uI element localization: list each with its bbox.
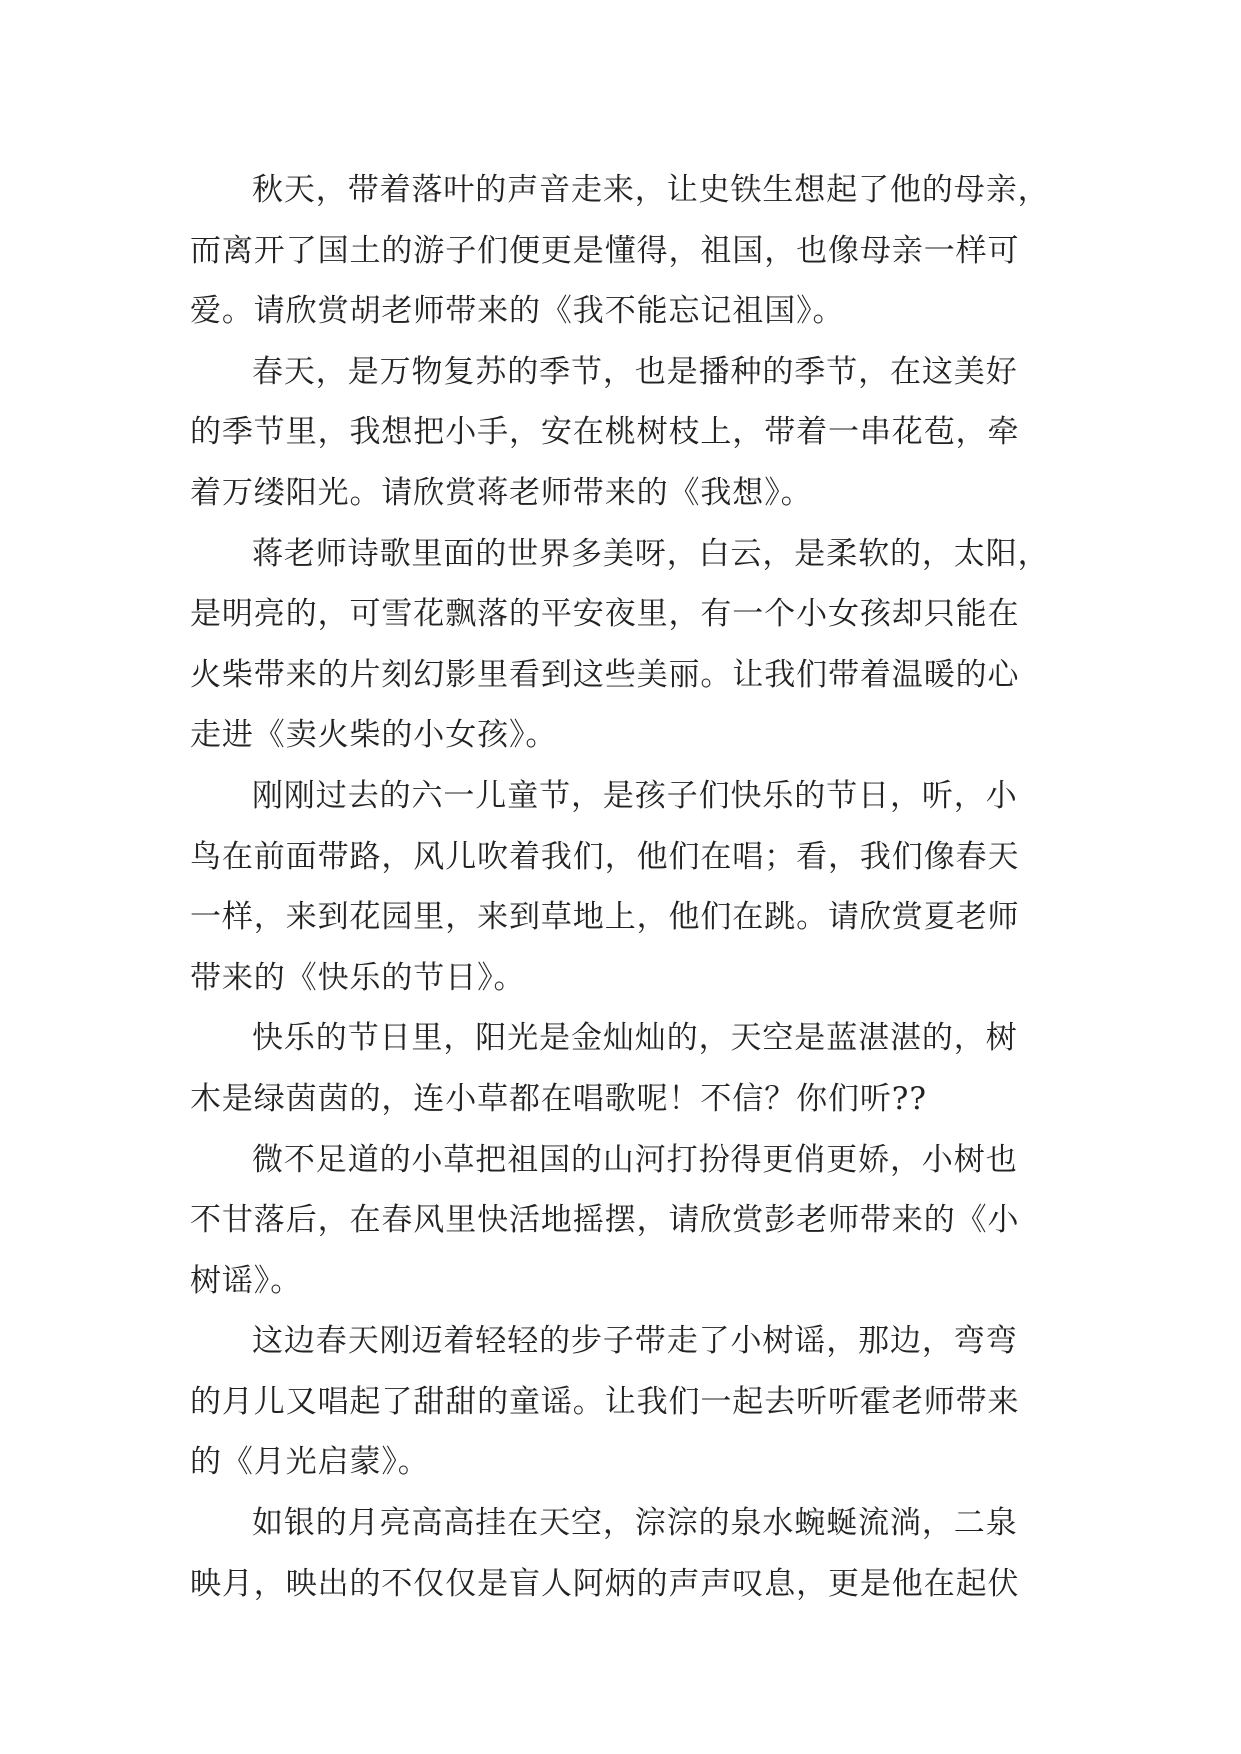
text-line: 的季节里，我想把小手，安在桃树枝上，带着一串花苞，牵 — [190, 414, 1020, 451]
text-line: 秋天，带着落叶的声音走来，让史铁生想起了他的母亲， — [252, 172, 1050, 208]
paragraph-autumn — [190, 160, 1050, 342]
text-line: 映月，映出的不仅仅是盲人阿炳的声声叹息，更是他在起伏 — [190, 1565, 1020, 1602]
paragraph-match-girl — [190, 524, 1050, 766]
text-line: 微不足道的小草把祖国的山河打扮得更俏更娇，小树也 — [252, 1141, 1018, 1178]
text-line: 树谣》。 — [190, 1262, 303, 1299]
text-line: 这边春天刚迈着轻轻的步子带走了小树谣，那边，弯弯 — [252, 1323, 1018, 1360]
paragraph-little-tree — [190, 1130, 1050, 1312]
text-line: 鸟在前面带路，风儿吹着我们，他们在唱；看，我们像春天 — [190, 838, 1020, 875]
text-line: 走进《卖火柴的小女孩》。 — [190, 717, 558, 754]
text-line: 爱。请欣赏胡老师带来的《我不能忘记祖国》。 — [190, 293, 845, 330]
text-line: 是明亮的，可雪花飘落的平安夜里，有一个小女孩却只能在 — [190, 596, 1020, 633]
text-line: 快乐的节日里，阳光是金灿灿的，天空是蓝湛湛的，树 — [252, 1020, 1018, 1057]
document-body — [190, 160, 1050, 1614]
text-line: 而离开了国土的游子们便更是懂得，祖国，也像母亲一样可 — [190, 232, 1020, 269]
paragraph-childrens-day — [190, 766, 1050, 1008]
paragraph-happy-festival — [190, 1008, 1050, 1129]
text-line: 着万缕阳光。请欣赏蒋老师带来的《我想》。 — [190, 474, 813, 511]
text-line: 刚刚过去的六一儿童节，是孩子们快乐的节日，听，小 — [252, 777, 1018, 814]
text-line: 一样，来到花园里，来到草地上，他们在跳。请欣赏夏老师 — [190, 899, 1020, 936]
text-line: 木是绿茵茵的，连小草都在唱歌呢！不信？你们听?? — [190, 1080, 927, 1117]
text-line: 火柴带来的片刻幻影里看到这些美丽。让我们带着温暖的心 — [190, 656, 1020, 693]
paragraph-moonlight — [190, 1311, 1050, 1493]
text-line: 春天，是万物复苏的季节，也是播种的季节，在这美好 — [252, 353, 1018, 390]
text-line: 带来的《快乐的节日》。 — [190, 959, 526, 996]
text-line: 的《月光启蒙》。 — [190, 1444, 430, 1481]
text-line: 的月儿又唱起了甜甜的童谣。让我们一起去听听霍老师带来 — [190, 1383, 1020, 1420]
paragraph-silver-moon — [190, 1493, 1050, 1614]
text-line: 不甘落后，在春风里快活地摇摆，请欣赏彭老师带来的《小 — [190, 1202, 1020, 1239]
paragraph-spring — [190, 342, 1050, 524]
text-line: 蒋老师诗歌里面的世界多美呀，白云，是柔软的，太阳， — [252, 535, 1050, 572]
text-line: 如银的月亮高高挂在天空，淙淙的泉水蜿蜒流淌，二泉 — [252, 1505, 1018, 1542]
